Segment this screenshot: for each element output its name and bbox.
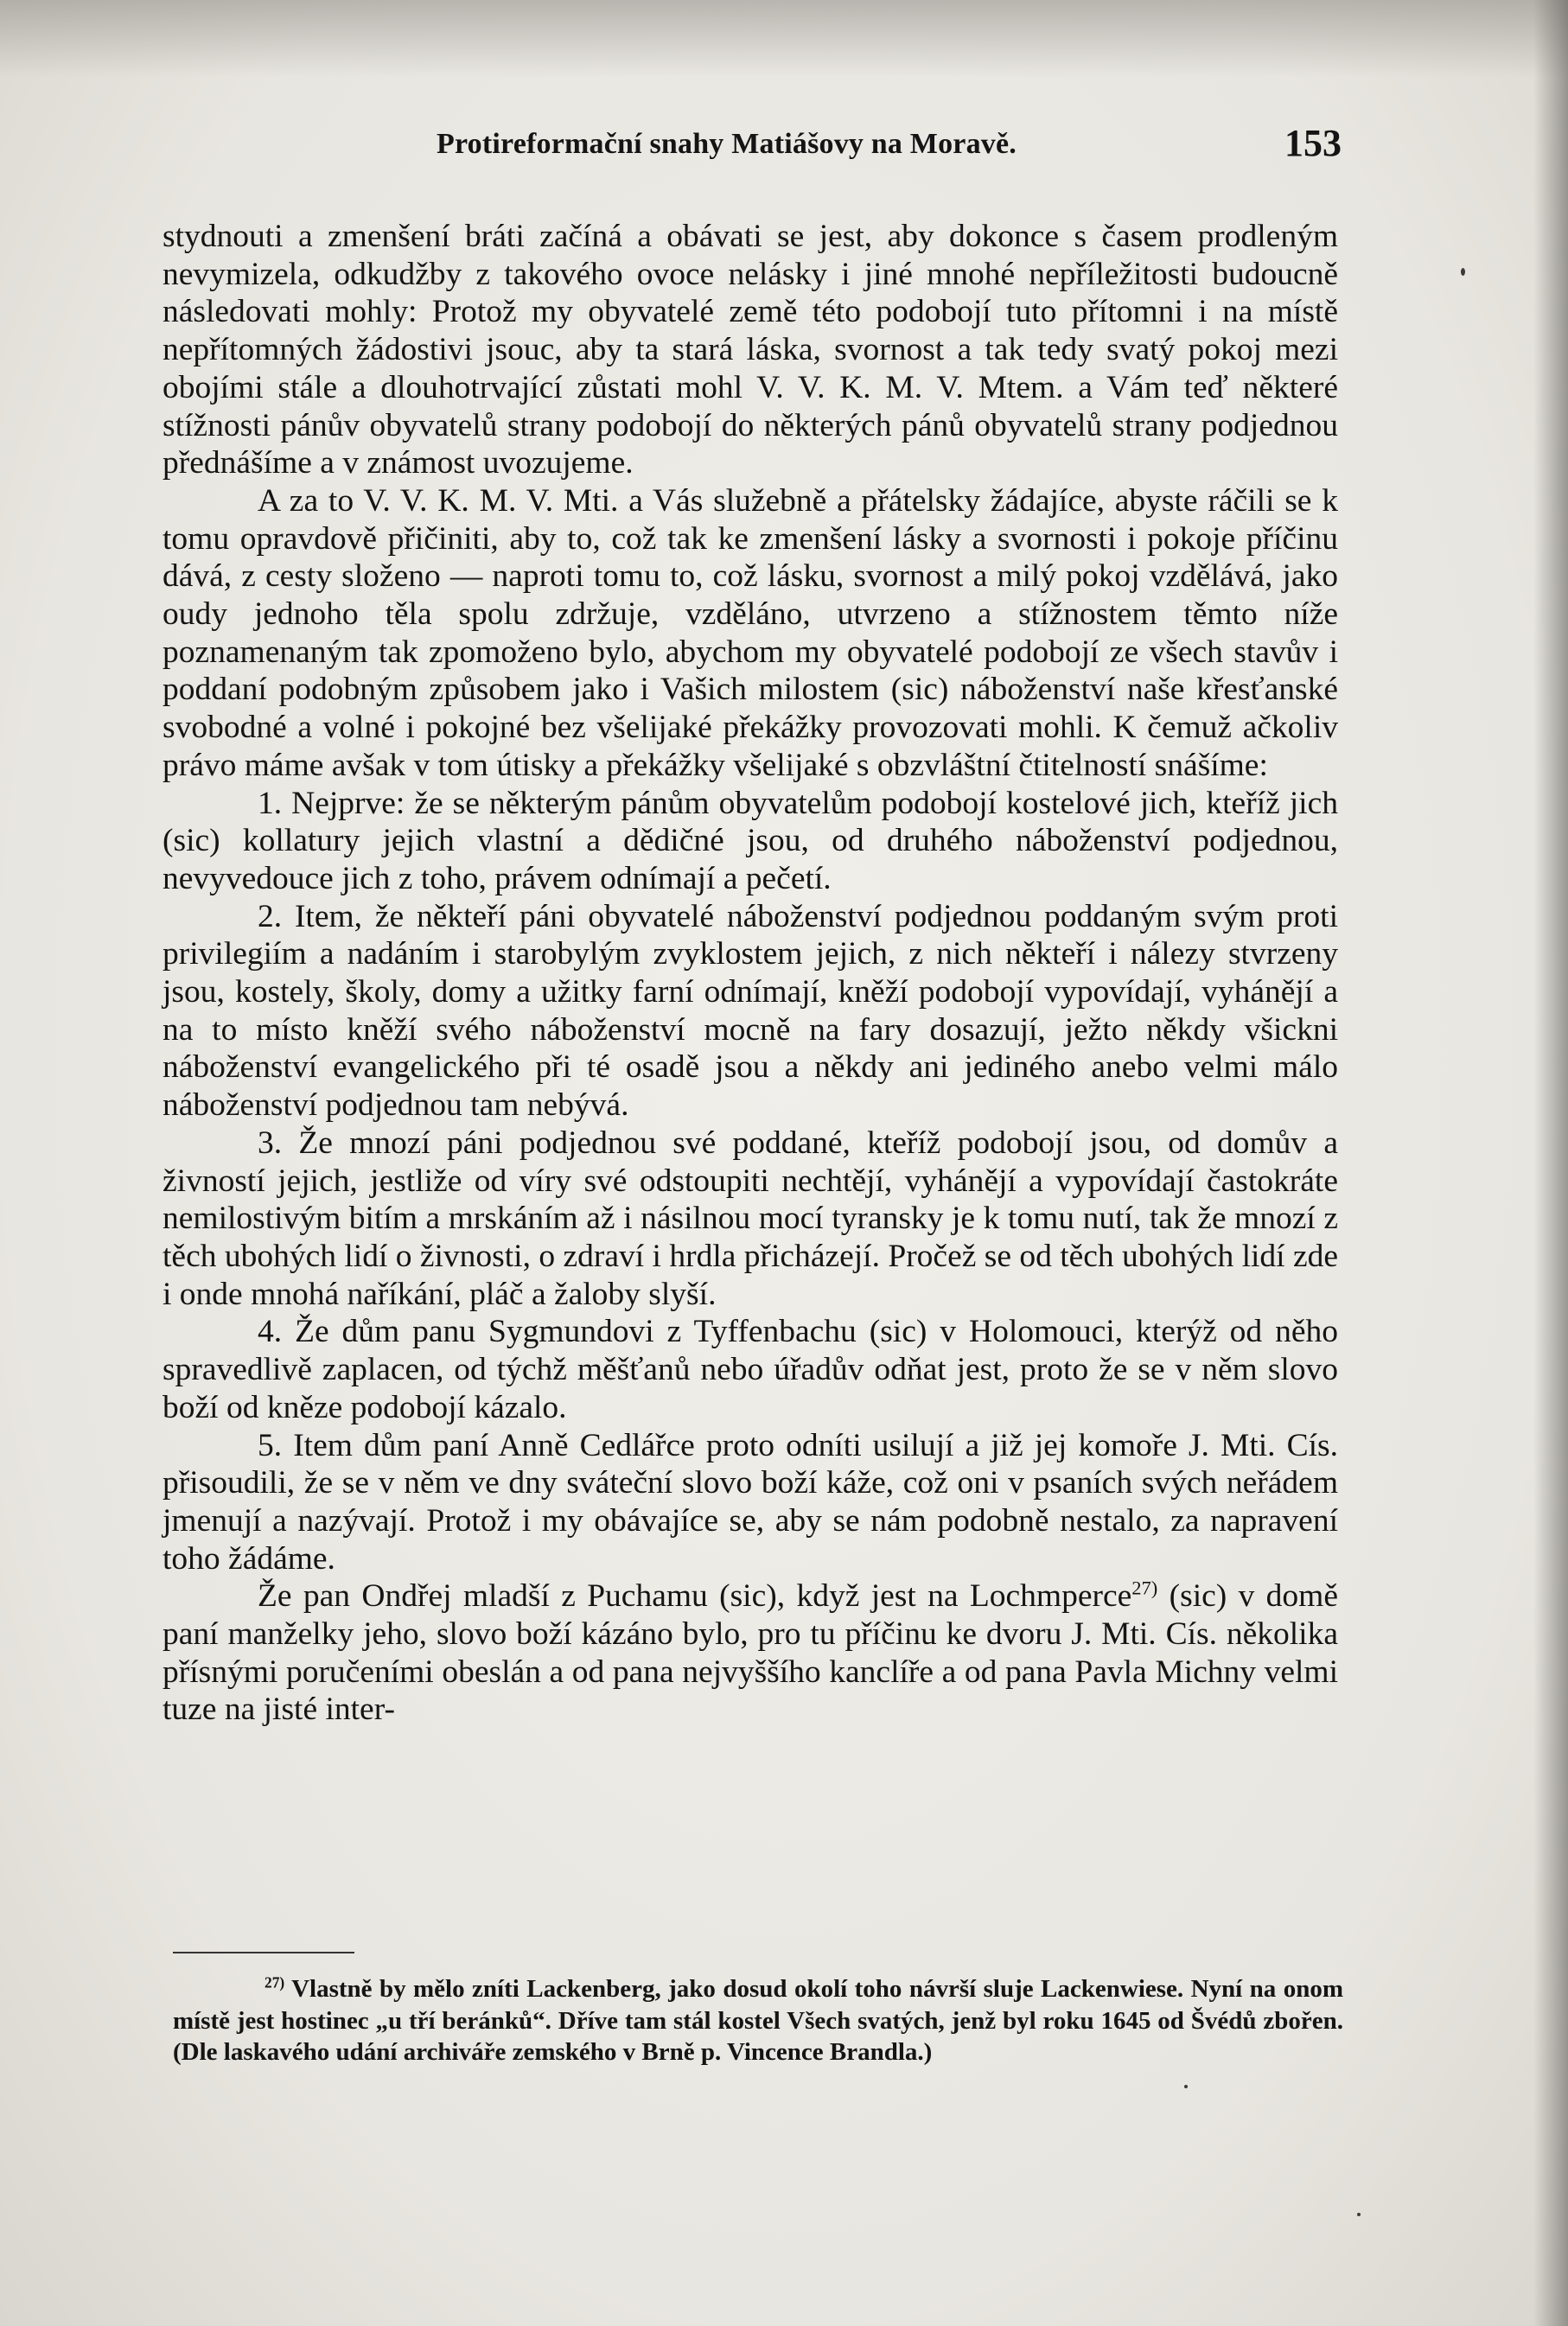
paragraph	[163, 1577, 1338, 1729]
numbered-paragraph: 1. Nejprve: že se některým pánům obyvatelům podobojí kostelové jich, kteříž jich (sic) kollatury jejich vlastní a dědičné jsou, od druhého náboženství podjednou, nevyvedouce jich z toho, právem odnímají a pečetí.	[163, 785, 1338, 896]
paragraph: A za to V. V. K. M. V. Mti. a Vás služebně a přátelsky žádajíce, abyste ráčili se k tomu opravdově přičiniti, aby to, což tak ke zmenšení lásky a svornosti i pokoje příčinu dává, z cesty složeno — naproti tomu to, což lásku, svornost a milý pokoj vzdělává, jako oudy jednoho těla spolu zdržuje, vzděláno, utvrzeno a stížnostem těmto níže poznamenaným tak zpomoženo bylo, abychom my obyvatelé podobojí ze všech stavův i poddaní podobným způsobem jako i Vašich milostem (sic) náboženství naše křesťanské svobodné a volné i pokojné bez všelijaké překážky provozovati mohli. K čemuž ačkoliv právo máme avšak v tom útisky a překážky všelijaké s obzvláštní čtitelností snášíme:	[163, 482, 1338, 783]
page-number: 153	[1284, 122, 1342, 164]
footnotes	[173, 1973, 1343, 2068]
footnote-marker: 27)	[265, 1973, 285, 1991]
scan-speck	[1357, 2213, 1361, 2216]
footnote	[173, 1973, 1343, 2068]
numbered-paragraph: 4. Že dům panu Sygmundovi z Tyffenbachu (sic) v Holomouci, kterýž od něho spravedlivě zaplacen, od týchž měšťanů nebo úřadův odňat jest, proto že se v něm slovo boží od kněze podobojí kázalo.	[163, 1314, 1338, 1425]
footnote-divider	[173, 1952, 354, 1953]
numbered-paragraph: 2. Item, že někteří páni obyvatelé náboženství podjednou poddaným svým proti privilegiím a nadáním i starobylým zvyklostem jejich, z nich někteří i nálezy stvrzeny jsou, kostely, školy, domy a užitky farní odnímají, kněží podobojí vypovídají, vyhánějí a na to místo kněží svého náboženství mocně na fary dosazují, ježto někdy všickni náboženství evangelického při té osadě jsou a někdy ani jediného anebo velmi málo náboženství podjednou tam nebývá.	[163, 898, 1338, 1124]
footnote-reference[interactable]: 27)	[1131, 1577, 1158, 1599]
body-text	[163, 218, 1338, 1729]
footnote-text: Vlastně by mělo zníti Lackenberg, jako dosud okolí toho návrší sluje Lackenwiese. Nyní na onom místě jest hostinec „u tří beránků“. Dříve tam stál kostel Všech svatých, jenž byl roku 1645 od Švédů zbořen. (Dle laskavého udání archiváře zemského v Brně p. Vincence Brandla.)	[173, 1975, 1343, 2066]
paragraph-text: Že pan Ondřej mladší z Puchamu (sic), když jest na Lochmperce	[258, 1578, 1132, 1615]
numbered-paragraph: 3. Že mnozí páni podjednou své poddané, kteříž podobojí jsou, od domův a živností jejich, jestliže od víry své odstoupiti nechtějí, vyhánějí a vypovídají častokráte nemilostivým bitím a mrskáním až i násilnou mocí tyransky je k tomu nutí, tak že mnozí z těch ubohých lidí o živnosti, o zdraví i hrdla přicházejí. Pročež se od těch ubohých lidí zde i onde mnohá naříkání, pláč a žaloby slyší.	[163, 1125, 1338, 1312]
paragraph-text: (sic) v domě paní manželky jeho, slovo boží kázáno bylo, pro tu příčinu ke dvoru J. Mti. Cís. několika přísnými poručeními obeslán a od pana nejvyššího kanclíře a od pana Pavla Michny velmi tuze na jisté inter-	[163, 1578, 1338, 1728]
paragraph: stydnouti a zmenšení bráti začíná a obávati se jest, aby dokonce s časem prodleným nevymizela, odkudžby z takového ovoce nelásky i jiné mnohé nepříležitosti budoucně následovati mohly: Protož my obyvatelé země této podobojí tuto přítomni i na místě nepřítomných žádostivi jsouc, aby ta stará láska, svornost a tak tedy svatý pokoj mezi obojími stále a dlouhotrvající zůstati mohl V. V. K. M. V. Mtem. a Vám teď některé stížnosti pánův obyvatelů strany podobojí do některých pánů obyvatelů strany podjednou přednášíme a v známost uvozujeme.	[163, 219, 1338, 481]
scan-speck	[1461, 268, 1465, 276]
scan-speck	[1184, 2085, 1188, 2088]
running-title: Protireformační snahy Matiášovy na Moravě.	[437, 128, 1017, 160]
page-header	[164, 121, 1342, 173]
numbered-paragraph: 5. Item dům paní Anně Cedlářce proto odníti usilují a již jej komoře J. Mti. Cís. přisoudili, že se v něm ve dny sváteční slovo boží káže, což oni v psaních svých neřádem jmenují a nazývají. Protož i my obávajíce se, aby se nám podobně nestalo, za napravení toho žádáme.	[163, 1427, 1338, 1577]
